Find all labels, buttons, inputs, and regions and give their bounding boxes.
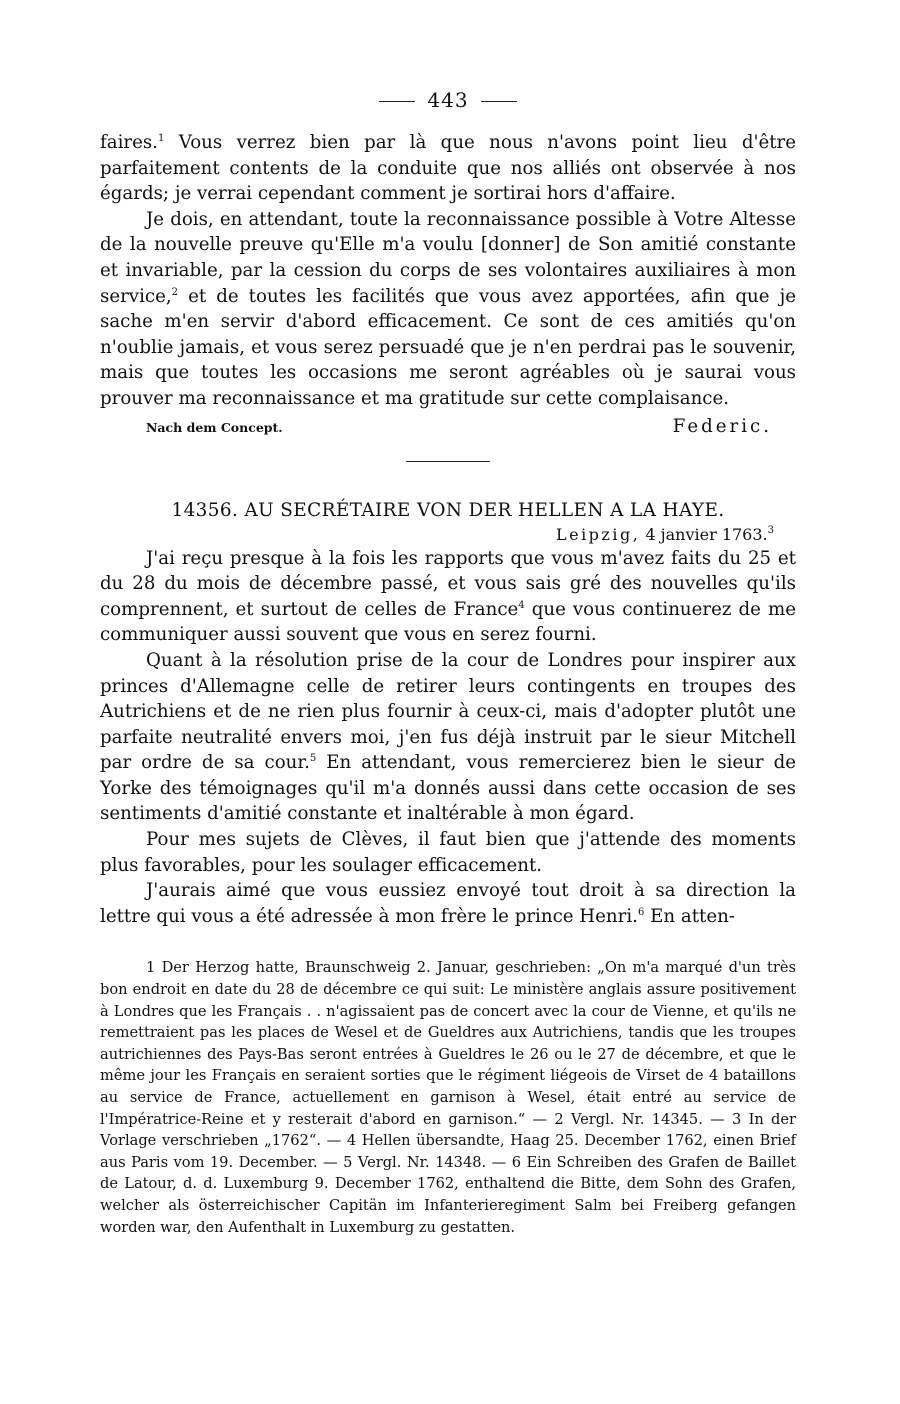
source-note: Nach dem Concept. (146, 419, 283, 435)
footnote-text: 1 Der Herzog hatte, Braunschweig 2. Januar, geschrieben: „On m'a marqué d'un très bon endroit en date du 28 de décembre ce qui suit: Le ministère anglais assure positivement à Londres que les Français . . n'agissaient pas de concert avec la cour de Vienne, et qu'ils ne remettraient pas les places de Wesel et de Gueldres aux Autrichiens, tandis que les troupes autrichiennes des Pays-Bas seront entrées à Gueldres le 26 ou le 27 de décembre, et que le même jour les Français en seraient sorties que le régiment liégeois de Virset de 4 bataillons au service de France, actuellement en garnison à Wesel, était entré au service de l'Impératrice-Reine et y resterait d'abord en garnison.“ — 2 Vergl. Nr. 14345. — 3 In der Vorlage verschrieben „1762“. — 4 Hellen übersandte, Haag 25. December 1762, einen Brief aus Paris vom 19. December. — 5 Vergl. Nr. 14348. — 6 Ein Schreiben des Grafen de Baillet de Latour, d. d. Luxemburg 9. December 1762, enthaltend die Bitte, dem Sohn des Grafen, welcher als österreichischer Capitän im Infanterieregiment Salm bei Freiberg gefangen worden war, den Aufenthalt in Luxemburg zu gestatten. (100, 959, 796, 1236)
footnote-ref: 2 (171, 286, 178, 298)
page-number-line (100, 88, 796, 112)
paragraph: J'ai reçu presque à la fois les rapports que vous m'avez faits du 25 et du 28 du mois de décembre passé, et vous sais gré des nouvelles qu'ils comprennent, et surtout de celles de France$^4$ que vous continuerez de me communiquer aussi souvent que vous en serez fourni. (100, 547, 796, 646)
place: Leipzig, (555, 524, 641, 544)
footnotes (100, 957, 796, 1238)
footnote-ref: 6 (637, 906, 645, 918)
footnote-ref: 5 (309, 753, 317, 765)
top-text (100, 130, 796, 412)
page-number: 443 (427, 88, 469, 112)
dateline (100, 525, 796, 544)
footnote-ref: 1 (157, 133, 165, 144)
paragraph: Quant à la résolution prise de la cour de Londres pour inspirer aux princes d'Allemagne celle de retirer leurs contingents en troupes des Autrichiens et de ne rien plus fournir à ceux-ci, mais d'adopter plutôt une parfaite neutralité envers moi, j'en fus déjà instruit par le sieur Mitchell par ordre de sa cour.$^5$ En attendant, vous remercierez bien le sieur de Yorke des témoignages qu'il m'a donnés aussi dans cette occasion de ses sentiments d'amitié constante et inaltérable à mon égard. (100, 649, 796, 825)
paragraph: Je dois, en attendant, toute la reconnaissance possible à Votre Altesse de la nouvelle preuve qu'Elle m'a voulu [donner] de Son amitié constante et invariable, par la cession du corps de ses volontaires auxiliaires à mon service,$^2$ et de toutes les facilités que vous avez apportées, afin que je sache m'en servir d'abord efficacement. Ce sont de ces amitiés qu'on n'oublie jamais, et vous serez persuadé que je n'en perdrai pas le souvenir, mais que toutes les occasions me seront agréables où je saurai vous prouver ma reconnaissance et ma gratitude sur cette complaisance. (100, 208, 796, 409)
letter-body (100, 546, 796, 930)
letter-heading: 14356. AU SECRÉTAIRE VON DER HELLEN A LA HAYE. (171, 499, 725, 521)
dash-right (481, 101, 517, 102)
signature-line (100, 416, 796, 437)
signature: Federic. (672, 415, 772, 437)
paragraph: J'aurais aimé que vous eussiez envoyé tout droit à sa direction la lettre qui vous a été adressée à mon frère le prince Henri.$^6$ En atten- (100, 880, 796, 927)
page (100, 88, 796, 1238)
footnote-ref: 3 (767, 524, 774, 536)
footnote-ref: 4 (518, 599, 525, 611)
section-divider (406, 461, 490, 462)
paragraph-continuation: faires.$^1$ Vous verrez bien par là que nous n'avons point lieu d'être parfaitement contents de la conduite que nos alliés ont observée à nos égards; je verrai cependant comment je sortirai hors d'affaire. (100, 132, 796, 205)
date: 4 janvier 1763. (645, 524, 768, 544)
dash-left (379, 101, 415, 102)
paragraph: Pour mes sujets de Clèves, il faut bien que j'attende des moments plus favorables, pour les soulager efficacement. (100, 829, 796, 876)
